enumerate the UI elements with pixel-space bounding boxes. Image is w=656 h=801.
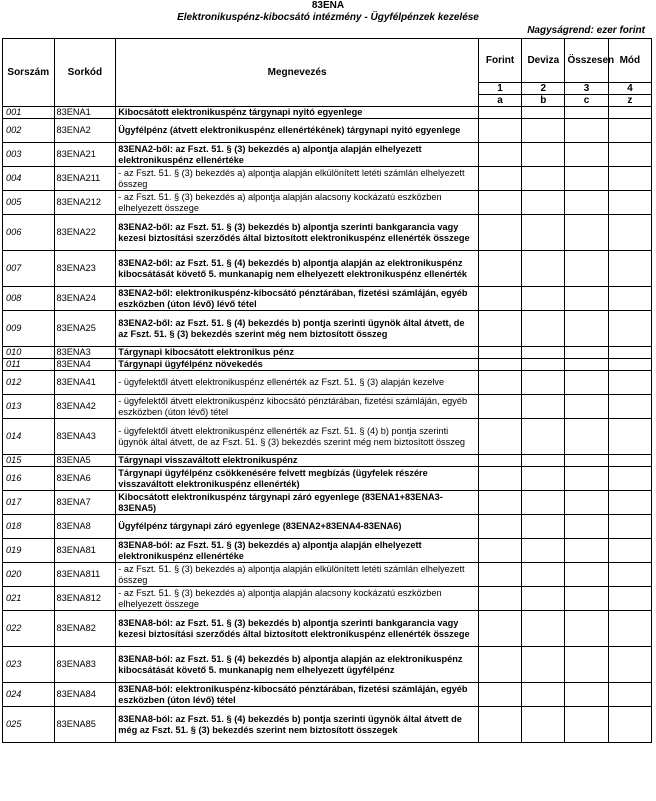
table-row	[3, 467, 652, 491]
row-number: 024	[3, 683, 55, 707]
row-description: - az Fszt. 51. § (3) bekezdés a) alpontja alapján elkülönített letéti számlán elhelyezett összeg	[116, 563, 479, 587]
value-cell-osszesen[interactable]	[565, 707, 608, 743]
row-code: 83ENA5	[54, 455, 116, 467]
table-row	[3, 491, 652, 515]
col-header-sorkod: Sorkód	[54, 39, 116, 107]
value-cell-mod[interactable]	[608, 107, 651, 119]
row-number: 016	[3, 467, 55, 491]
table-row	[3, 251, 652, 287]
value-cell-osszesen[interactable]	[565, 167, 608, 191]
row-description: - az Fszt. 51. § (3) bekezdés a) alpontja alapján elkülönített letéti számlán elhelyezett összeg	[116, 167, 479, 191]
value-cell-deviza[interactable]	[522, 119, 565, 143]
row-number: 002	[3, 119, 55, 143]
value-cell-deviza[interactable]	[522, 191, 565, 215]
row-code: 83ENA85	[54, 707, 116, 743]
value-cell-forint[interactable]	[478, 395, 521, 419]
table-row	[3, 287, 652, 311]
row-description: 83ENA2-ből: elektronikuspénz-kibocsátó pénztárában, fizetési számláján, egyéb eszközben (úton lévő) lévő tétel	[116, 287, 479, 311]
value-cell-mod[interactable]	[608, 491, 651, 515]
value-cell-forint[interactable]	[478, 515, 521, 539]
row-description: - ügyfelektől átvett elektronikuspénz ellenérték az Fszt. 51. § (4) b) pontja szerinti ügynök által átvett, de az Fszt. 51. § (3) bekezdés szerint még nem biztosított összeg	[116, 419, 479, 455]
table-row	[3, 587, 652, 611]
value-cell-osszesen[interactable]	[565, 143, 608, 167]
row-description: Tárgynapi ügyfélpénz csökkenésére felvett megbízás (ügyfelek részére visszaváltott elektronikuspénz ellenérték)	[116, 467, 479, 491]
value-cell-forint[interactable]	[478, 647, 521, 683]
row-description: - ügyfelektől átvett elektronikuspénz ellenérték az Fszt. 51. § (3) alapján kezelve	[116, 371, 479, 395]
col-num-4: 4	[608, 83, 651, 95]
value-cell-forint[interactable]	[478, 251, 521, 287]
value-cell-mod[interactable]	[608, 683, 651, 707]
value-cell-mod[interactable]	[608, 143, 651, 167]
col-header-deviza: Deviza	[522, 39, 565, 83]
table-row	[3, 707, 652, 743]
value-cell-forint[interactable]	[478, 587, 521, 611]
row-code: 83ENA812	[54, 587, 116, 611]
value-cell-mod[interactable]	[608, 287, 651, 311]
form-code: 83ENA	[311, 0, 345, 11]
row-description: - az Fszt. 51. § (3) bekezdés a) alpontja alapján alacsony kockázatú eszközben elhelyezett összege	[116, 587, 479, 611]
value-cell-mod[interactable]	[608, 647, 651, 683]
value-cell-osszesen[interactable]	[565, 683, 608, 707]
value-cell-osszesen[interactable]	[565, 107, 608, 119]
value-cell-osszesen[interactable]	[565, 251, 608, 287]
row-number: 008	[3, 287, 55, 311]
value-cell-mod[interactable]	[608, 311, 651, 347]
value-cell-mod[interactable]	[608, 371, 651, 395]
value-cell-mod[interactable]	[608, 191, 651, 215]
value-cell-mod[interactable]	[608, 215, 651, 251]
value-cell-deviza[interactable]	[522, 215, 565, 251]
value-cell-forint[interactable]	[478, 215, 521, 251]
row-number: 005	[3, 191, 55, 215]
table-row	[3, 395, 652, 419]
row-number: 007	[3, 251, 55, 287]
value-cell-forint[interactable]	[478, 563, 521, 587]
table-row	[3, 359, 652, 371]
value-cell-deviza[interactable]	[522, 455, 565, 467]
value-cell-mod[interactable]	[608, 467, 651, 491]
table-row	[3, 515, 652, 539]
row-description: Kibocsátott elektronikuspénz tárgynapi nyitó egyenlege	[116, 107, 479, 119]
value-cell-mod[interactable]	[608, 359, 651, 371]
value-cell-mod[interactable]	[608, 707, 651, 743]
value-cell-osszesen[interactable]	[565, 539, 608, 563]
row-number: 003	[3, 143, 55, 167]
value-cell-forint[interactable]	[478, 143, 521, 167]
row-code: 83ENA25	[54, 311, 116, 347]
value-cell-osszesen[interactable]	[565, 563, 608, 587]
row-code: 83ENA3	[54, 347, 116, 359]
table-row	[3, 107, 652, 119]
value-cell-osszesen[interactable]	[565, 395, 608, 419]
value-cell-mod[interactable]	[608, 455, 651, 467]
row-number: 012	[3, 371, 55, 395]
value-cell-deviza[interactable]	[522, 707, 565, 743]
value-cell-mod[interactable]	[608, 395, 651, 419]
row-number: 014	[3, 419, 55, 455]
value-cell-osszesen[interactable]	[565, 419, 608, 455]
col-letter-z: z	[608, 95, 651, 107]
value-cell-deviza[interactable]	[522, 419, 565, 455]
col-header-mod: Mód	[608, 39, 651, 83]
value-cell-deviza[interactable]	[522, 359, 565, 371]
value-cell-osszesen[interactable]	[565, 191, 608, 215]
row-code: 83ENA21	[54, 143, 116, 167]
value-cell-forint[interactable]	[478, 167, 521, 191]
value-cell-deviza[interactable]	[522, 107, 565, 119]
value-cell-forint[interactable]	[478, 347, 521, 359]
row-number: 025	[3, 707, 55, 743]
value-cell-forint[interactable]	[478, 359, 521, 371]
row-code: 83ENA43	[54, 419, 116, 455]
value-cell-forint[interactable]	[478, 311, 521, 347]
value-cell-deviza[interactable]	[522, 587, 565, 611]
value-cell-osszesen[interactable]	[565, 347, 608, 359]
row-code: 83ENA8	[54, 515, 116, 539]
value-cell-mod[interactable]	[608, 419, 651, 455]
row-description: Ügyfélpénz (átvett elektronikuspénz ellenértékének) tárgynapi nyitó egyenlege	[116, 119, 479, 143]
value-cell-forint[interactable]	[478, 707, 521, 743]
value-cell-osszesen[interactable]	[565, 215, 608, 251]
row-code: 83ENA83	[54, 647, 116, 683]
row-code: 83ENA4	[54, 359, 116, 371]
value-cell-deviza[interactable]	[522, 647, 565, 683]
row-number: 013	[3, 395, 55, 419]
row-description: Ügyfélpénz tárgynapi záró egyenlege (83ENA2+83ENA4-83ENA6)	[116, 515, 479, 539]
value-cell-osszesen[interactable]	[565, 515, 608, 539]
col-num-2: 2	[522, 83, 565, 95]
row-number: 020	[3, 563, 55, 587]
value-cell-forint[interactable]	[478, 419, 521, 455]
row-code: 83ENA84	[54, 683, 116, 707]
value-cell-mod[interactable]	[608, 119, 651, 143]
value-cell-mod[interactable]	[608, 347, 651, 359]
table-row	[3, 311, 652, 347]
value-cell-deviza[interactable]	[522, 143, 565, 167]
row-description: 83ENA2-ből: az Fszt. 51. § (4) bekezdés b) pontja szerinti ügynök által átvett, de az Fszt. 51. § (3) bekezdés szerint még nem biztosított összeg	[116, 311, 479, 347]
value-cell-osszesen[interactable]	[565, 359, 608, 371]
value-cell-deviza[interactable]	[522, 311, 565, 347]
value-cell-forint[interactable]	[478, 467, 521, 491]
value-cell-osszesen[interactable]	[565, 371, 608, 395]
value-cell-deviza[interactable]	[522, 563, 565, 587]
value-cell-mod[interactable]	[608, 539, 651, 563]
value-cell-forint[interactable]	[478, 287, 521, 311]
table-row	[3, 191, 652, 215]
table-row	[3, 683, 652, 707]
row-code: 83ENA24	[54, 287, 116, 311]
row-number: 009	[3, 311, 55, 347]
row-number: 006	[3, 215, 55, 251]
col-header-sorszam: Sorszám	[3, 39, 55, 107]
value-cell-forint[interactable]	[478, 107, 521, 119]
row-code: 83ENA42	[54, 395, 116, 419]
value-cell-osszesen[interactable]	[565, 311, 608, 347]
value-cell-mod[interactable]	[608, 167, 651, 191]
value-cell-forint[interactable]	[478, 611, 521, 647]
table-row	[3, 119, 652, 143]
value-cell-forint[interactable]	[478, 455, 521, 467]
row-number: 011	[3, 359, 55, 371]
value-cell-osszesen[interactable]	[565, 647, 608, 683]
value-cell-forint[interactable]	[478, 119, 521, 143]
value-cell-forint[interactable]	[478, 539, 521, 563]
row-number: 015	[3, 455, 55, 467]
row-description: - ügyfelektől átvett elektronikuspénz kibocsátó pénztárában, fizetési számláján, egyéb eszközben (úton lévő) tétel	[116, 395, 479, 419]
row-number: 023	[3, 647, 55, 683]
row-description: 83ENA8-ból: elektronikuspénz-kibocsátó pénztárában, fizetési számláján, egyéb eszközben (úton lévő) tétel	[116, 683, 479, 707]
row-number: 017	[3, 491, 55, 515]
value-cell-forint[interactable]	[478, 491, 521, 515]
table-row	[3, 647, 652, 683]
row-code: 83ENA82	[54, 611, 116, 647]
row-description: 83ENA8-ból: az Fszt. 51. § (4) bekezdés b) pontja szerinti ügynök által átvett de még az Fszt. 51. § (3) bekezdés szerint nem biztosított összegek	[116, 707, 479, 743]
row-code: 83ENA1	[54, 107, 116, 119]
col-letter-b: b	[522, 95, 565, 107]
row-code: 83ENA811	[54, 563, 116, 587]
row-description: Tárgynapi ügyfélpénz növekedés	[116, 359, 479, 371]
value-cell-deviza[interactable]	[522, 251, 565, 287]
row-description: Tárgynapi kibocsátott elektronikus pénz	[116, 347, 479, 359]
row-number: 001	[3, 107, 55, 119]
value-cell-deviza[interactable]	[522, 611, 565, 647]
value-cell-deviza[interactable]	[522, 683, 565, 707]
col-header-megnevezes: Megnevezés	[116, 39, 479, 107]
row-description: - az Fszt. 51. § (3) bekezdés a) alpontja alapján alacsony kockázatú eszközben elhelyezett összege	[116, 191, 479, 215]
value-cell-osszesen[interactable]	[565, 455, 608, 467]
table-row	[3, 215, 652, 251]
row-number: 019	[3, 539, 55, 563]
row-code: 83ENA22	[54, 215, 116, 251]
row-description: 83ENA8-ból: az Fszt. 51. § (4) bekezdés b) alpontja alapján az elektronikuspénz kibocsátását követő 5. munkanapig nem elhelyezett ügyfélpénz	[116, 647, 479, 683]
table-row	[3, 611, 652, 647]
col-letter-a: a	[478, 95, 521, 107]
table-row	[3, 143, 652, 167]
row-description: 83ENA2-ből: az Fszt. 51. § (3) bekezdés b) alpontja szerinti bankgarancia vagy kezesi biztosítási szerződés által biztosított elektronikuspénz ellenérték összege	[116, 215, 479, 251]
value-cell-mod[interactable]	[608, 251, 651, 287]
col-header-forint: Forint	[478, 39, 521, 83]
col-num-1: 1	[478, 83, 521, 95]
value-cell-deviza[interactable]	[522, 347, 565, 359]
row-code: 83ENA212	[54, 191, 116, 215]
value-cell-osszesen[interactable]	[565, 287, 608, 311]
row-code: 83ENA2	[54, 119, 116, 143]
col-header-osszesen: Összesen	[565, 39, 608, 83]
row-number: 004	[3, 167, 55, 191]
row-description: 83ENA2-ből: az Fszt. 51. § (3) bekezdés a) alpontja alapján elhelyezett elektronikuspénz ellenértéke	[116, 143, 479, 167]
col-letter-c: c	[565, 95, 608, 107]
table-row	[3, 455, 652, 467]
row-code: 83ENA23	[54, 251, 116, 287]
row-code: 83ENA6	[54, 467, 116, 491]
value-cell-deviza[interactable]	[522, 467, 565, 491]
value-cell-deviza[interactable]	[522, 395, 565, 419]
table-row	[3, 167, 652, 191]
value-cell-deviza[interactable]	[522, 287, 565, 311]
row-description: 83ENA8-ból: az Fszt. 51. § (3) bekezdés a) alpontja alapján elhelyezett elektronikuspénz ellenértéke	[116, 539, 479, 563]
row-description: 83ENA2-ből: az Fszt. 51. § (4) bekezdés b) alpontja alapján az elektronikuspénz kibocsátását követő 5. munkanapig nem elhelyezett elektronikuspénz ellenérték	[116, 251, 479, 287]
unit-note: Nagyságrend: ezer forint	[527, 25, 645, 36]
table-row	[3, 347, 652, 359]
value-cell-mod[interactable]	[608, 611, 651, 647]
table-row	[3, 539, 652, 563]
row-code: 83ENA41	[54, 371, 116, 395]
col-num-3: 3	[565, 83, 608, 95]
value-cell-osszesen[interactable]	[565, 611, 608, 647]
table-row	[3, 371, 652, 395]
row-number: 021	[3, 587, 55, 611]
row-number: 022	[3, 611, 55, 647]
row-description: Tárgynapi visszaváltott elektronikuspénz	[116, 455, 479, 467]
value-cell-mod[interactable]	[608, 563, 651, 587]
value-cell-deviza[interactable]	[522, 167, 565, 191]
table-row	[3, 419, 652, 455]
row-code: 83ENA211	[54, 167, 116, 191]
table-row	[3, 563, 652, 587]
row-code: 83ENA81	[54, 539, 116, 563]
row-number: 010	[3, 347, 55, 359]
value-cell-osszesen[interactable]	[565, 587, 608, 611]
value-cell-osszesen[interactable]	[565, 467, 608, 491]
value-cell-mod[interactable]	[608, 587, 651, 611]
row-description: Kibocsátott elektronikuspénz tárgynapi záró egyenlege (83ENA1+83ENA3-83ENA5)	[116, 491, 479, 515]
value-cell-osszesen[interactable]	[565, 119, 608, 143]
value-cell-deviza[interactable]	[522, 539, 565, 563]
form-title: Elektronikuspénz-kibocsátó intézmény - Ügyfélpénzek kezelése	[177, 12, 479, 23]
value-cell-deviza[interactable]	[522, 371, 565, 395]
value-cell-deviza[interactable]	[522, 515, 565, 539]
report-table	[2, 38, 652, 743]
value-cell-forint[interactable]	[478, 371, 521, 395]
value-cell-osszesen[interactable]	[565, 491, 608, 515]
row-code: 83ENA7	[54, 491, 116, 515]
value-cell-forint[interactable]	[478, 191, 521, 215]
row-description: 83ENA8-ból: az Fszt. 51. § (3) bekezdés b) alpontja szerinti bankgarancia vagy kezesi biztosítási szerződés által biztosított elektronikuspénz ellenérték összege	[116, 611, 479, 647]
value-cell-forint[interactable]	[478, 683, 521, 707]
value-cell-mod[interactable]	[608, 515, 651, 539]
row-number: 018	[3, 515, 55, 539]
value-cell-deviza[interactable]	[522, 491, 565, 515]
